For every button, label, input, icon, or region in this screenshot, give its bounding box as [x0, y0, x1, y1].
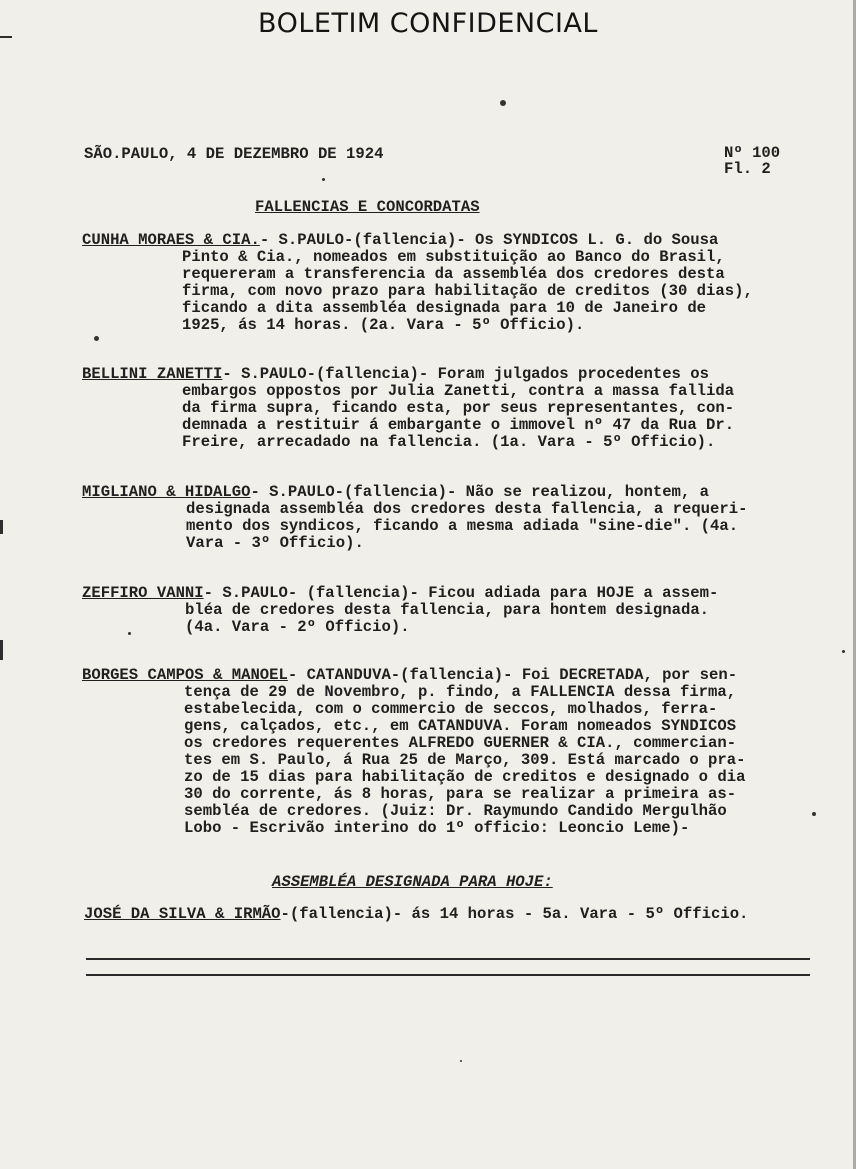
entry-body — [82, 684, 812, 837]
assembly-detail: -(fallencia)- ás 14 horas - 5a. Vara - 5º Officio. — [280, 905, 749, 923]
bankruptcy-entry — [82, 667, 812, 837]
assembly-heading: ASSEMBLÉA DESIGNADA PARA HOJE: — [272, 873, 553, 891]
firm-name: CUNHA MORAES & CIA. — [82, 231, 260, 249]
entry-first-line — [82, 667, 812, 684]
entry-lead: - S.PAULO- (fallencia)- Ficou adiada para HOJE a assem- — [203, 584, 719, 602]
assembly-entry — [84, 905, 748, 923]
scan-edge-mark — [0, 640, 3, 660]
entry-line: estabelecida, com o commercio de seccos, molhados, ferra- — [184, 700, 718, 718]
entry-line: tes em S. Paulo, á Rua 25 de Março, 309. Está marcado o pra- — [184, 751, 746, 769]
entry-first-line — [82, 232, 812, 249]
entry-line: Vara - 3º Officio). — [186, 534, 364, 552]
firm-name: ZEFFIRO VANNI — [82, 584, 204, 602]
sheet-number: Fl. 2 — [724, 160, 771, 178]
dateline: SÃO.PAULO, 4 DE DEZEMBRO DE 1924 — [84, 145, 384, 163]
entry-line: 1925, ás 14 horas. (2a. Vara - 5º Officio). — [182, 316, 585, 334]
entry-line: ficando a dita assembléa designada para 10 de Janeiro de — [182, 299, 707, 317]
entry-line: demnada a restituir á embargante o immovel nº 47 da Rua Dr. — [182, 416, 735, 434]
entry-line: Lobo - Escrivão interino do 1º officio: Leoncio Leme)- — [184, 819, 690, 837]
entry-body — [82, 602, 812, 636]
divider-rule — [86, 958, 810, 960]
entry-lead: - S.PAULO-(fallencia)- Foram julgados procedentes os — [222, 365, 709, 383]
entry-line: tença de 29 de Novembro, p. findo, a FALLENCIA dessa firma, — [184, 683, 737, 701]
divider-rule — [86, 974, 810, 976]
entry-first-line — [82, 366, 812, 383]
entry-lead: - CATANDUVA-(fallencia)- Foi DECRETADA, por sen- — [287, 666, 738, 684]
entry-line: embargos oppostos por Julia Zanetti, contra a massa fallida — [182, 382, 735, 400]
entry-line: requereram a transferencia da assembléa dos credores desta — [182, 265, 725, 283]
entry-body — [82, 249, 812, 334]
entry-line: os credores requerentes ALFREDO GUERNER & CIA., commercian- — [184, 734, 737, 752]
entry-line: sembléa de credores. (Juiz: Dr. Raymundo Candido Mergulhão — [184, 802, 727, 820]
entry-body — [82, 501, 812, 552]
entry-line: designada assembléa dos credores desta fallencia, a requeri- — [186, 500, 748, 518]
bankruptcy-entry — [82, 232, 812, 334]
entry-line: firma, com novo prazo para habilitação de creditos (30 dias), — [182, 282, 753, 300]
entry-line: zo de 15 dias para habilitação de creditos e designado o dia — [184, 768, 746, 786]
entry-line: mento dos syndicos, ficando a mesma adiada "sine-die". (4a. — [186, 517, 739, 535]
bulletin-number: Nº 100 — [724, 144, 781, 162]
entry-lead: - S.PAULO-(fallencia)- Os SYNDICOS L. G. do Sousa — [259, 231, 719, 249]
entry-line: 30 do corrente, ás 8 horas, para se realizar a primeira as- — [184, 785, 737, 803]
bankruptcy-entry — [82, 484, 812, 552]
entry-line: Freire, arrecadado na fallencia. (1a. Vara - 5º Officio). — [182, 433, 716, 451]
entry-line: gens, calçados, etc., em CATANDUVA. Foram nomeados SYNDICOS — [184, 717, 737, 735]
masthead-title: BOLETIM CONFIDENCIAL — [258, 8, 598, 39]
bankruptcy-entry — [82, 585, 812, 636]
entry-body — [82, 383, 812, 451]
entry-line: (4a. Vara - 2º Officio). — [185, 618, 410, 636]
bankruptcy-entry — [82, 366, 812, 451]
entry-line: bléa de credores desta fallencia, para hontem designada. — [185, 601, 710, 619]
scan-edge-mark — [0, 36, 12, 38]
firm-name: JOSÉ DA SILVA & IRMÃO — [84, 905, 281, 923]
entry-line: Pinto & Cia., nomeados em substituição ao Banco do Brasil, — [182, 248, 725, 266]
entry-lead: - S.PAULO-(fallencia)- Não se realizou, hontem, a — [250, 483, 709, 501]
firm-name: MIGLIANO & HIDALGO — [82, 483, 251, 501]
entry-line: da firma supra, ficando esta, por seus representantes, con- — [182, 399, 735, 417]
entry-first-line — [82, 484, 812, 501]
section-heading: FALLENCIAS E CONCORDATAS — [255, 198, 480, 216]
firm-name: BELLINI ZANETTI — [82, 365, 223, 383]
firm-name: BORGES CAMPOS & MANOEL — [82, 666, 288, 684]
bulletin-number-block — [724, 145, 780, 177]
entry-first-line — [82, 585, 812, 602]
scan-edge-mark — [0, 520, 3, 534]
